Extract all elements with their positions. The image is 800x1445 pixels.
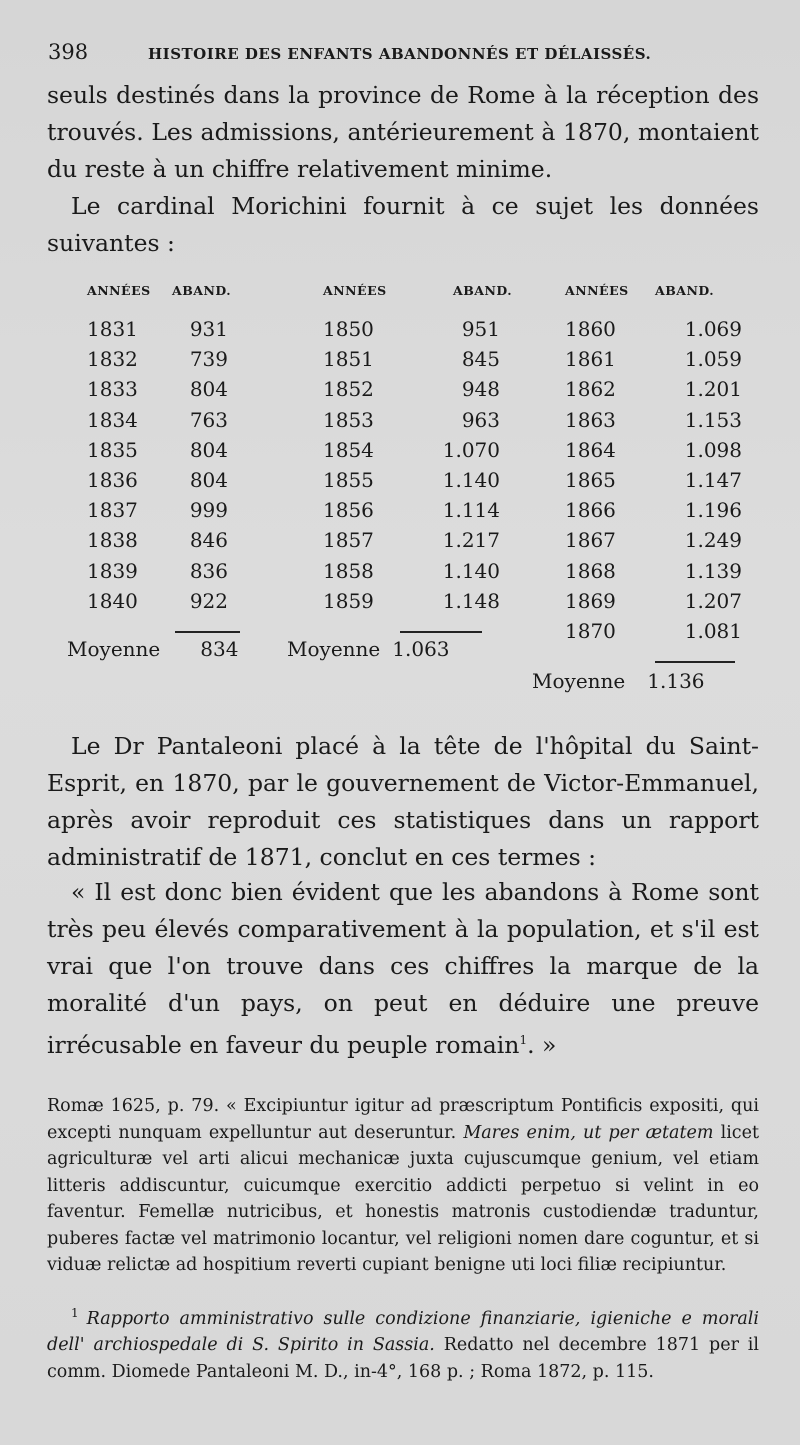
table-row [565,408,742,438]
aband-cell: 1.140 [442,558,500,583]
table-row [323,528,523,558]
table-row [323,347,523,377]
year-cell: 1858 [323,558,374,583]
table-row [87,559,242,589]
year-cell: 1869 [565,588,616,613]
aband-cell: 804 [189,467,228,492]
table-row [87,438,242,468]
table-row [565,619,742,649]
column-header-aband: ABAND. [453,283,513,298]
year-cell: 1865 [565,467,616,492]
average-value: 1.136 [647,669,705,694]
footnote-1-italic: Mares enim, ut per ætatem [463,1122,714,1143]
sum-rule [400,631,482,633]
year-cell: 1839 [87,558,138,583]
footnote-2-marker: 1 [71,1306,79,1320]
aband-cell: 1.147 [684,467,742,492]
year-cell: 1838 [87,528,138,553]
table-row [323,589,523,619]
table-row [565,528,742,558]
aband-cell: 846 [189,528,228,553]
table-row [565,559,742,589]
sum-rule [655,661,735,663]
table-row [323,468,523,498]
table-row [87,317,242,347]
aband-cell: 1.153 [684,407,742,432]
average-value: 834 [200,637,239,661]
aband-cell: 1.070 [442,437,500,462]
aband-cell: 739 [189,347,228,372]
year-cell: 1864 [565,437,616,462]
aband-cell: 1.207 [684,588,742,613]
footnote-2-italic: Rapporto amministrativo sulle condizione finanziarie, igieniche e morali dell' archiospedale di S. Spirito in Sassia. [47,1308,759,1356]
year-cell: 1840 [87,588,138,613]
aband-cell: 951 [461,317,500,341]
page-header [48,40,760,74]
year-cell: 1831 [87,317,138,341]
column-header-year: ANNÉES [87,283,151,298]
year-cell: 1866 [565,498,616,523]
table-header [323,283,523,317]
average-value: 1.063 [392,637,450,661]
sum-rule [175,631,240,633]
aband-cell: 1.081 [684,618,742,643]
aband-cell: 1.140 [442,467,500,492]
average-row [287,637,450,661]
year-cell: 1867 [565,528,616,553]
aband-cell: 948 [461,377,500,402]
running-title: HISTOIRE DES ENFANTS ABANDONNÉS ET DÉLAISSÉS. [148,45,652,63]
year-cell: 1863 [565,407,616,432]
year-cell: 1852 [323,377,374,402]
column-header-aband: ABAND. [172,283,232,298]
year-cell: 1834 [87,407,138,432]
table-row [565,317,742,347]
aband-cell: 1.217 [442,528,500,553]
table-row [565,438,742,468]
average-label: Moyenne [67,637,161,661]
table-row [323,498,523,528]
column-header-aband: ABAND. [655,283,715,298]
table-row [87,377,242,407]
year-cell: 1850 [323,317,374,341]
aband-cell: 963 [461,407,500,432]
aband-cell: 1.114 [442,498,500,523]
year-cell: 1860 [565,317,616,341]
paragraph-intro [47,77,759,262]
average-label: Moyenne [287,637,381,661]
year-cell: 1853 [323,407,374,432]
paragraph-1-text: seuls destinés dans la province de Rome à la réception des trouvés. Les admissions, antérieurement à 1870, montaient du reste à un chiffre relativement minime. [47,81,759,183]
aband-cell: 804 [189,437,228,462]
aband-cell: 1.069 [684,317,742,341]
table-row [323,377,523,407]
year-cell: 1862 [565,377,616,402]
average-row [532,669,705,693]
page-number: 398 [48,40,89,64]
table-row [565,498,742,528]
year-cell: 1870 [565,618,616,643]
aband-cell: 1.201 [684,377,742,402]
average-row [67,637,238,661]
table-row [565,468,742,498]
aband-cell: 999 [189,498,228,523]
quote-end: . » [527,1030,557,1059]
aband-cell: 836 [189,558,228,583]
table-row [565,377,742,407]
footnote-1-text-b: licet agriculturæ vel arti alicui mechanicæ juxta cujuscumque genium, vel etiam litteris addiscuntur, cuicumque exercitio addicti perpetuo si velint in eo faventur. Femellæ nutricibus, et honestis matronis custodiendæ traduntur, puberes factæ vel matrimonio locantur, vel religioni nomen dare coguntur, et si viduæ relictæ ad hospitium reverti cupiant benigne uti loci filiæ recipiuntur. [47,1122,759,1275]
table-row [87,408,242,438]
table-block-2 [323,283,523,619]
year-cell: 1835 [87,437,138,462]
table-row [323,317,523,347]
table-row [323,408,523,438]
aband-cell: 1.139 [684,558,742,583]
year-cell: 1854 [323,437,374,462]
table-row [565,589,742,619]
year-cell: 1832 [87,347,138,372]
year-cell: 1859 [323,588,374,613]
year-cell: 1851 [323,347,374,372]
table-row [87,589,242,619]
aband-cell: 1.249 [684,528,742,553]
table-header [565,283,742,317]
year-cell: 1857 [323,528,374,553]
aband-cell: 1.148 [442,588,500,613]
table-row [87,528,242,558]
table-row [323,438,523,468]
aband-cell: 931 [189,317,228,341]
table-row [87,468,242,498]
aband-cell: 1.059 [684,347,742,372]
year-cell: 1856 [323,498,374,523]
table-header [87,283,242,317]
aband-cell: 804 [189,377,228,402]
column-header-year: ANNÉES [565,283,629,298]
paragraph-2-text: Le cardinal Morichini fournit à ce sujet les données suivantes : [47,192,759,257]
year-cell: 1868 [565,558,616,583]
average-label: Moyenne [532,669,626,694]
footnote-ref: 1 [519,1033,528,1047]
table-row [323,559,523,589]
aband-cell: 845 [461,347,500,372]
table-row [87,498,242,528]
statistics-table [55,283,755,713]
aband-cell: 1.098 [684,437,742,462]
year-cell: 1837 [87,498,138,523]
footnote-latin [47,1093,759,1279]
paragraph-quote [47,874,759,1064]
table-row [565,347,742,377]
aband-cell: 763 [189,407,228,432]
table-block-3 [565,283,742,649]
footnote-1-text-a: Romæ 1625, p. 79. « Excipiuntur igitur ad præscriptum Pontificis expositi, qui excepti nunquam expelluntur aut deseruntur. [47,1096,759,1143]
aband-cell: 1.196 [684,498,742,523]
aband-cell: 922 [189,588,228,613]
paragraph-pantaleoni [47,728,759,876]
quote-text: « Il est donc bien évident que les abandons à Rome sont très peu élevés comparativement à la population, et s'il est vrai que l'on trouve dans ces chiffres la marque de la moralité d'un pays, on peut en déduire une preuve irrécusable en faveur du peuple romain [47,878,759,1059]
footnote-rapporto [47,1300,759,1385]
table-row [87,347,242,377]
paragraph-3-text: Le Dr Pantaleoni placé à la tête de l'hôpital du Saint-Esprit, en 1870, par le gouvernement de Victor-Emmanuel, après avoir reproduit ces statistiques dans un rapport administratif de 1871, conclut en ces termes : [47,732,759,871]
year-cell: 1833 [87,377,138,402]
table-block-1 [87,283,242,619]
year-cell: 1836 [87,467,138,492]
column-header-year: ANNÉES [323,283,387,298]
year-cell: 1861 [565,347,616,372]
footnote-2-text: Redatto nel decembre 1871 per il comm. Diomede Pantaleoni M. D., in-4°, 168 p. ; Roma 1872, p. 115. [47,1335,760,1382]
year-cell: 1855 [323,467,374,492]
